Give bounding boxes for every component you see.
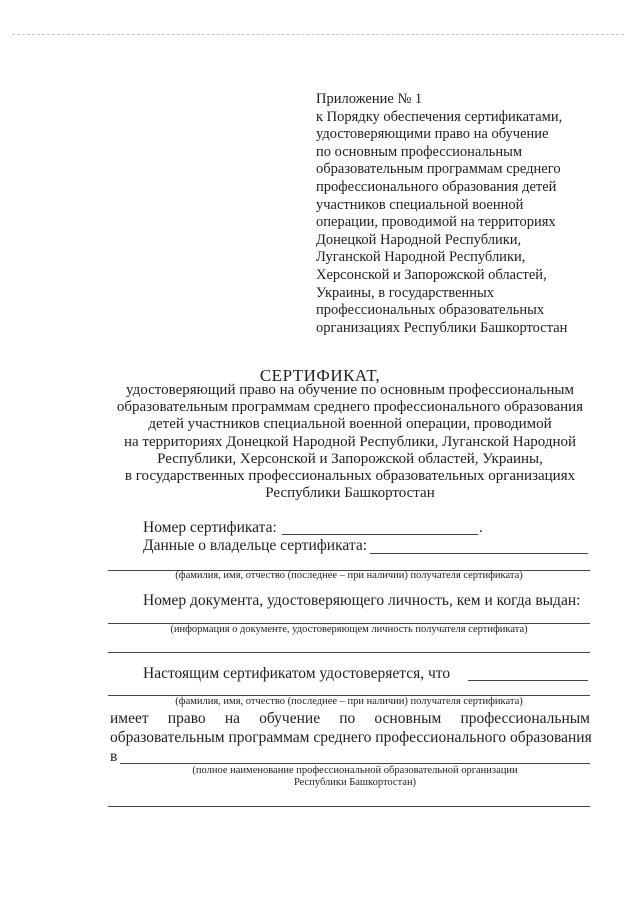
annex-line: удостоверяющими право на обучение [316,126,549,143]
annex-line: Украины, в государственных [316,284,495,301]
subtitle-line: в государственных профессиональных образовательных организациях [124,468,576,485]
annex-line: операции, проводимой на территориях [316,214,556,231]
annex-line: профессионального образования детей [316,178,557,195]
annex-line: участников специальной военной [316,196,524,213]
cert-number-dot: . [479,519,483,536]
in-label: в [110,748,118,765]
subtitle-line: детей участников специальной военной операции, проводимой [148,416,552,433]
right-statement-line-2: образовательным программам среднего профессионального образования [110,729,592,746]
subtitle-line: удостоверяющий право на обучение по основным профессиональным [126,382,574,398]
annex-line: Приложение № 1 [316,91,423,107]
organization-field-continued[interactable] [108,806,590,807]
organization-caption-line-2: Республики Башкортостан) [293,777,417,788]
annex-line: профессиональных образовательных [316,302,545,319]
annex-line: Донецкой Народной Республики, [316,231,522,248]
annex-line: образовательным программам среднего [316,161,561,178]
scan-edge-line [12,34,624,35]
document-caption: (информация о документе, удостоверяющем личность получателя сертификата) [170,624,528,635]
annex-line: Луганской Народной Республики, [316,249,526,266]
certify-label: Настоящим сертификатом удостоверяется, что [143,665,451,682]
holder-field[interactable] [370,553,588,554]
annex-line: к Порядку обеспечения сертификатами, [316,108,563,125]
document-field-continued[interactable] [108,652,590,653]
organization-field[interactable] [120,763,590,764]
certify-field[interactable] [468,680,588,681]
holder-label: Данные о владельце сертификата: [143,537,368,554]
subtitle-line: на территориях Донецкой Народной Республики, Луганской Народной [123,433,577,450]
document-label: Номер документа, удостоверяющего личность, кем и когда выдан: [143,592,581,609]
annex-line: организациях Республики Башкортостан [316,319,568,336]
right-statement-line-1: имеет право на обучение по основным профессиональным [110,710,590,727]
subtitle-line: Республики Башкортостан [265,485,435,502]
certificate-subtitle [100,382,600,502]
annex-line: Херсонской и Запорожской областей, [316,266,547,283]
subtitle-line: Республики, Херсонской и Запорожской областей, Украины, [157,450,543,467]
certificate-title: СЕРТИФИКАТ, [259,366,381,385]
cert-number-label: Номер сертификата: [143,519,277,536]
certify-caption: (фамилия, имя, отчество (последнее – при наличии) получателя сертификата) [175,696,523,707]
subtitle-line: образовательным программам среднего профессионального образования [116,399,584,416]
annex-header [316,91,616,337]
organization-caption-line-1: (полное наименование профессиональной образовательной организации [192,765,518,776]
holder-caption: (фамилия, имя, отчество (последнее – при наличии) получателя сертификата) [175,570,523,581]
cert-number-field[interactable] [282,534,478,535]
annex-line: по основным профессиональным [316,143,523,160]
